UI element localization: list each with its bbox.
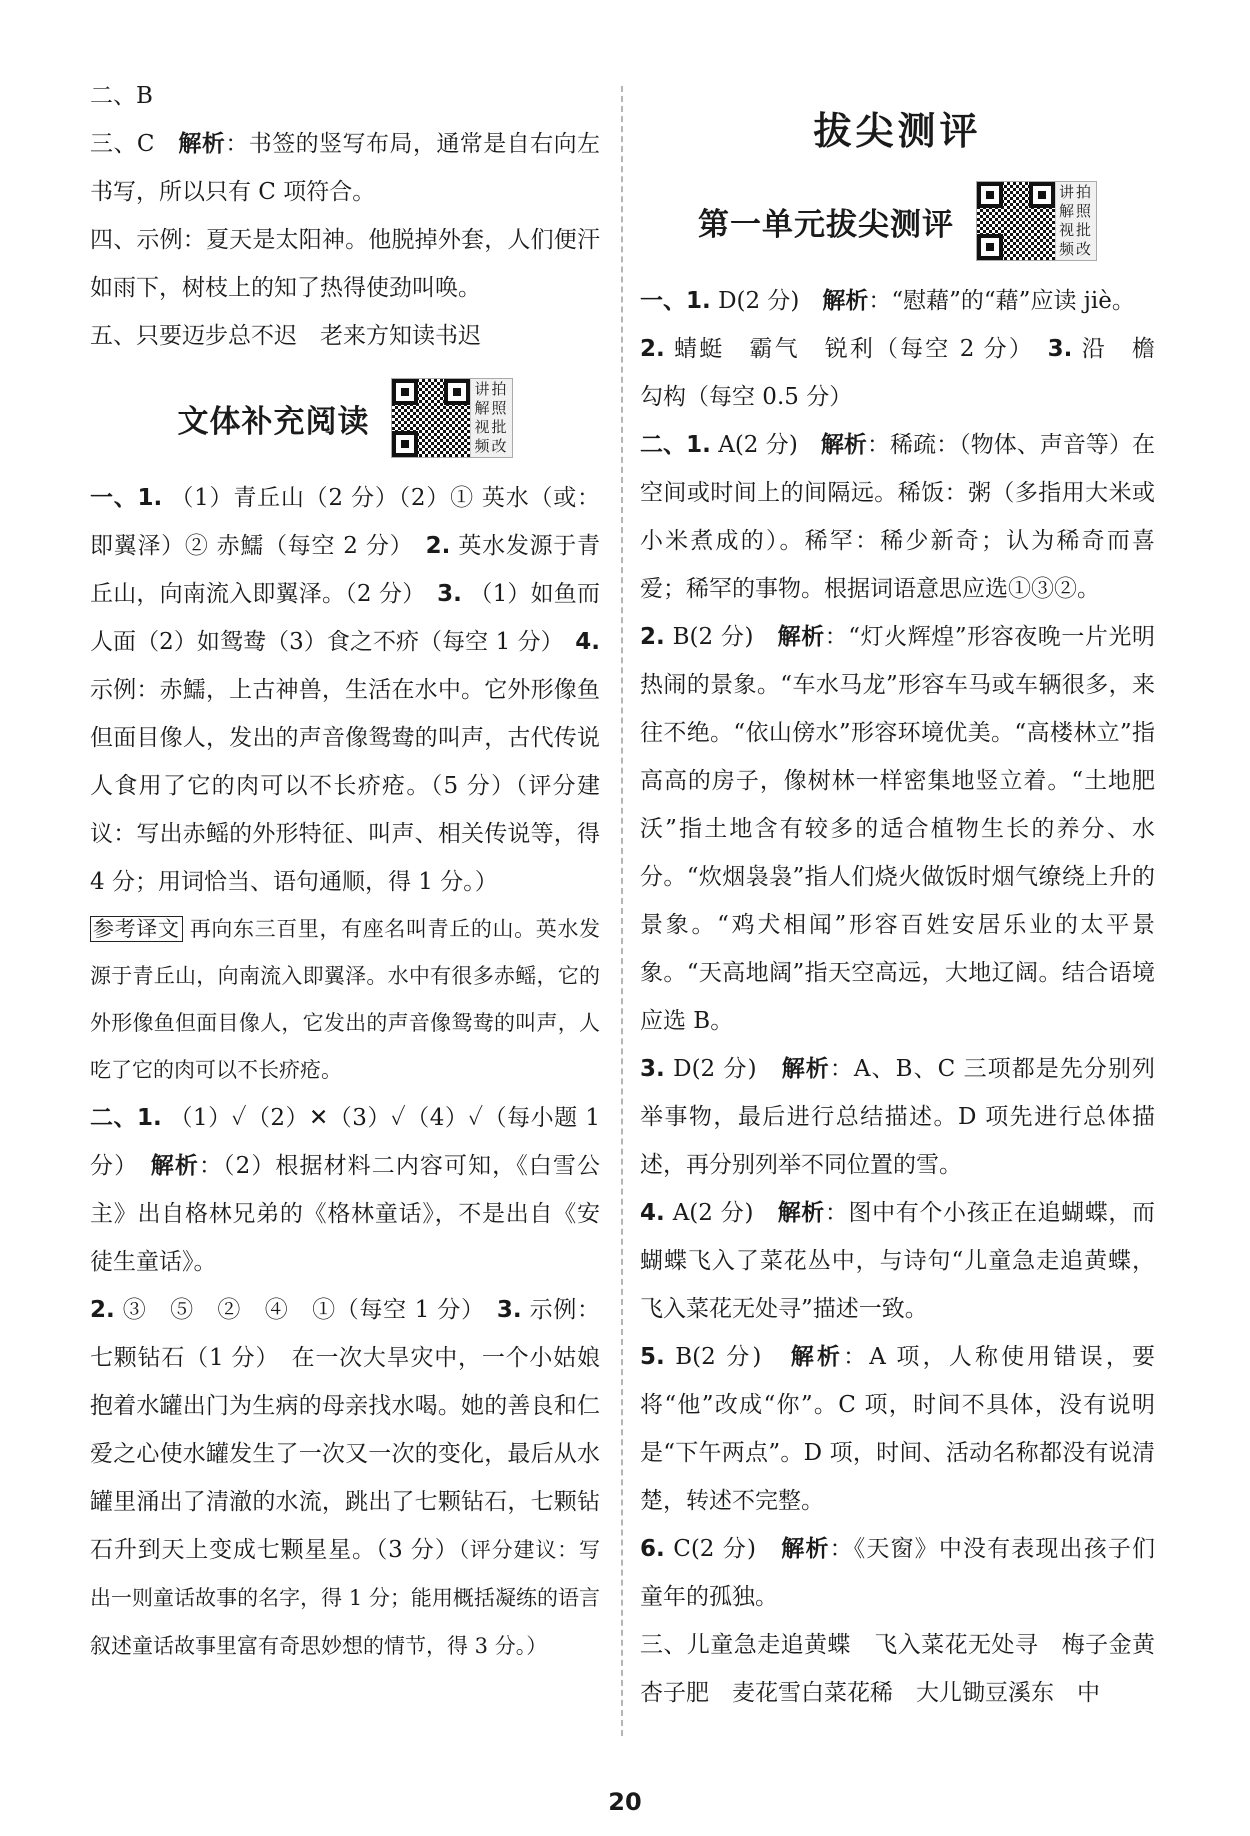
analysis-label: 解析 bbox=[777, 1200, 825, 1226]
qr-label-line: 解照 bbox=[474, 399, 509, 417]
answer-line bbox=[640, 325, 1179, 421]
answer-line: 五、只要迈步总不迟 老来方知读书迟 bbox=[90, 323, 481, 349]
question-number: 二、1. bbox=[640, 432, 711, 458]
answer-text: 示例：七颗钻石（1 分） 在一次大旱灾中，一个小姑娘抱着水罐出门为生病的母亲找水喝。她的善良和仁爱之心使水罐发生了一次又一次的变化，最后从水罐里涌出了清澈的水流，跳出了七颗钻石，七颗钻石升到天上变成七颗星星。（3 分） bbox=[90, 1297, 600, 1563]
question-number: 二、1. bbox=[90, 1105, 162, 1131]
reference-translation bbox=[90, 906, 600, 1094]
qr-label bbox=[470, 379, 511, 457]
question-number: 一、1. bbox=[90, 485, 163, 511]
answer-text: D(2 分) bbox=[718, 288, 823, 314]
section-title: 文体补充阅读 bbox=[177, 403, 370, 440]
question-number: 4. bbox=[575, 629, 600, 655]
analysis-label: 解析 bbox=[150, 1153, 199, 1179]
column-divider bbox=[621, 86, 623, 1736]
qr-label bbox=[1055, 182, 1096, 260]
section-header bbox=[640, 181, 1155, 261]
qr-label-line: 讲拍 bbox=[474, 380, 509, 398]
qr-label-line: 频改 bbox=[474, 437, 509, 455]
answer-text: ：书签的竖写布局，通常是自右向左书写，所以只有 C 项符合。 bbox=[90, 131, 601, 205]
answer-line bbox=[640, 1333, 1155, 1525]
qr-label-line: 解照 bbox=[1058, 202, 1093, 220]
answer-line: 四、示例：夏天是太阳神。他脱掉外套，人们便汗如雨下，树枝上的知了热得使劲叫唤。 bbox=[90, 227, 600, 301]
scoring-note: （评分建议：写出一则童话故事的名字，得 1 分；能用概括凝练的语言叙述童话故事里富有奇思妙想的情节，得 3 分。） bbox=[90, 1538, 600, 1658]
page-title: 拔尖测评 bbox=[813, 109, 982, 153]
right-column bbox=[640, 72, 1179, 1717]
qr-code-icon bbox=[392, 379, 470, 457]
answer-line bbox=[640, 1189, 1155, 1333]
question-number: 3. bbox=[1047, 336, 1073, 362]
answer-text: B(2 分) bbox=[675, 1344, 791, 1370]
answer-line bbox=[640, 421, 1155, 613]
answer-text: D(2 分) bbox=[673, 1056, 782, 1082]
question-number: 2. bbox=[425, 533, 451, 559]
reference-tag: 参考译文 bbox=[90, 916, 183, 942]
answer-line: 三、儿童急走追黄蝶 飞入菜花无处寻 梅子金黄杏子肥 麦花雪白菜花稀 大儿锄豆溪东 中 bbox=[640, 1632, 1155, 1706]
answer-text: ：《天窗》中没有表现出孩子们童年的孤独。 bbox=[640, 1536, 1156, 1610]
question-number: 2. bbox=[640, 336, 665, 362]
analysis-label: 解析 bbox=[822, 288, 869, 314]
question-number: 6. bbox=[640, 1536, 665, 1562]
answer-text: 蜻蜓 霸气 锐利（每空 2 分） bbox=[674, 336, 1023, 362]
answer-text: B(2 分) bbox=[672, 624, 778, 650]
answer-text: ：A 项，人称使用错误，要将“他”改成“你”。C 项，时间不具体，没有说明是“下午两点”。D 项，时间、活动名称都没有说清楚，转述不完整。 bbox=[640, 1344, 1156, 1514]
answer-text: ：A、B、C 三项都是先分别列举事物，最后进行总结描述。D 项先进行总体描述，再分别列举不同位置的雪。 bbox=[640, 1056, 1156, 1178]
section-title: 第一单元拔尖测评 bbox=[697, 206, 954, 243]
qr-code-icon bbox=[977, 182, 1055, 260]
page-number: 20 bbox=[608, 1788, 642, 1816]
answer-text: 示例：赤鱬，上古神兽，生活在水中。它外形像鱼但面目像人，发出的声音像鸳鸯的叫声，古代传说人食用了它的肉可以不长疥疮。（5 分）（评分建议：写出赤鳐的外形特征、叫声、相关传说等，得 4 分；用词恰当、语句通顺，得 1 分。） bbox=[90, 677, 600, 895]
question-number: 5. bbox=[640, 1344, 665, 1370]
answer-text: ：“慰藉”的“藉”应读 jiè。 bbox=[868, 288, 1135, 314]
analysis-label: 解析 bbox=[781, 1536, 830, 1562]
question-number: 3. bbox=[437, 581, 462, 607]
question-number: 4. bbox=[640, 1200, 665, 1226]
analysis-label: 解析 bbox=[820, 432, 867, 458]
answer-text: 英水发源于青丘山，向南流入即翼泽。（2 分） bbox=[90, 533, 601, 607]
answer-line bbox=[90, 120, 600, 216]
answer-text: ：“灯火辉煌”形容夜晚一片光明热闹的景象。“车水马龙”形容车马或车辆很多，来往不绝。“依山傍水”形容环境优美。“高楼林立”指高高的房子，像树林一样密集地竖立着。“土地肥沃”指土地含有较多的适合植物生长的养分、水分。“炊烟袅袅”指人们烧火做饭时烟气缭绕上升的景象。“鸡犬相闻”形容百姓安居乐业的太平景象。“天高地阔”指天空高远，大地辽阔。结合语境应选 B。 bbox=[640, 624, 1156, 1034]
analysis-label: 解析 bbox=[790, 1344, 844, 1370]
section-header bbox=[90, 378, 600, 458]
answer-text: A(2 分) bbox=[672, 1200, 778, 1226]
answer-line: 二、B bbox=[90, 83, 153, 109]
answer-text: ：图中有个小孩正在追蝴蝶，而蝴蝶飞入了菜花丛中，与诗句“儿童急走追黄蝶，飞入菜花无处寻”描述一致。 bbox=[640, 1200, 1156, 1322]
analysis-label: 解析 bbox=[781, 1056, 830, 1082]
qr-label-line: 频改 bbox=[1058, 240, 1093, 258]
question-number: 3. bbox=[640, 1056, 665, 1082]
qr-label-line: 视批 bbox=[474, 418, 509, 436]
answer-line bbox=[640, 277, 1155, 325]
answer-text: ：（2）根据材料二内容可知，《白雪公主》出自格林兄弟的《格林童话》，不是出自《安徒生童话》。 bbox=[90, 1153, 601, 1275]
answer-text: （1）如鱼而人面（2）如鸳鸯（3）食之不疥（每空 1 分） bbox=[90, 581, 600, 655]
qr-code-block[interactable] bbox=[976, 181, 1097, 261]
qr-code-block[interactable] bbox=[391, 378, 512, 458]
answer-line bbox=[90, 474, 600, 906]
answer-line bbox=[640, 1525, 1155, 1621]
answer-text: ③ ⑤ ② ④ ①（每空 1 分） bbox=[122, 1297, 474, 1323]
qr-label-line: 视批 bbox=[1058, 221, 1093, 239]
answer-text: 沿 檐 勾构（每空 0.5 分） bbox=[640, 336, 1179, 410]
answer-line bbox=[90, 1286, 600, 1670]
answer-text: C(2 分) bbox=[673, 1536, 782, 1562]
left-column bbox=[90, 72, 600, 1670]
question-number: 3. bbox=[496, 1297, 522, 1323]
answer-text: （1）青丘山（2 分）（2）① 英水（或：即翼泽）② 赤鱬（每空 2 分） bbox=[90, 485, 600, 559]
analysis-label: 解析 bbox=[777, 624, 825, 650]
answer-text: ：稀疏：（物体、声音等）在空间或时间上的间隔远。稀饭：粥（多指用大米或小米煮成的）。稀罕：稀少新奇；认为稀奇而喜爱；稀罕的事物。根据词语意思应选①③②。 bbox=[640, 432, 1156, 602]
question-number: 2. bbox=[90, 1297, 115, 1323]
analysis-label: 解析 bbox=[178, 131, 226, 157]
answer-line bbox=[90, 1094, 600, 1286]
question-number: 2. bbox=[640, 624, 665, 650]
answer-text: （1）✓（2）✕（3）✓（4）✓（每小题 1 分） bbox=[90, 1105, 600, 1179]
answer-text: A(2 分) bbox=[718, 432, 821, 458]
reference-text: 再向东三百里，有座名叫青丘的山。英水发源于青丘山，向南流入即翼泽。水中有很多赤鳐，它的外形像鱼但面目像人，它发出的声音像鸳鸯的叫声，人吃了它的肉可以不长疥疮。 bbox=[90, 917, 601, 1082]
qr-label-line: 讲拍 bbox=[1058, 183, 1093, 201]
answer-line bbox=[640, 613, 1155, 1045]
answer-text: 三、C bbox=[90, 131, 155, 157]
question-number: 一、1. bbox=[640, 288, 711, 314]
answer-line bbox=[640, 1045, 1155, 1189]
